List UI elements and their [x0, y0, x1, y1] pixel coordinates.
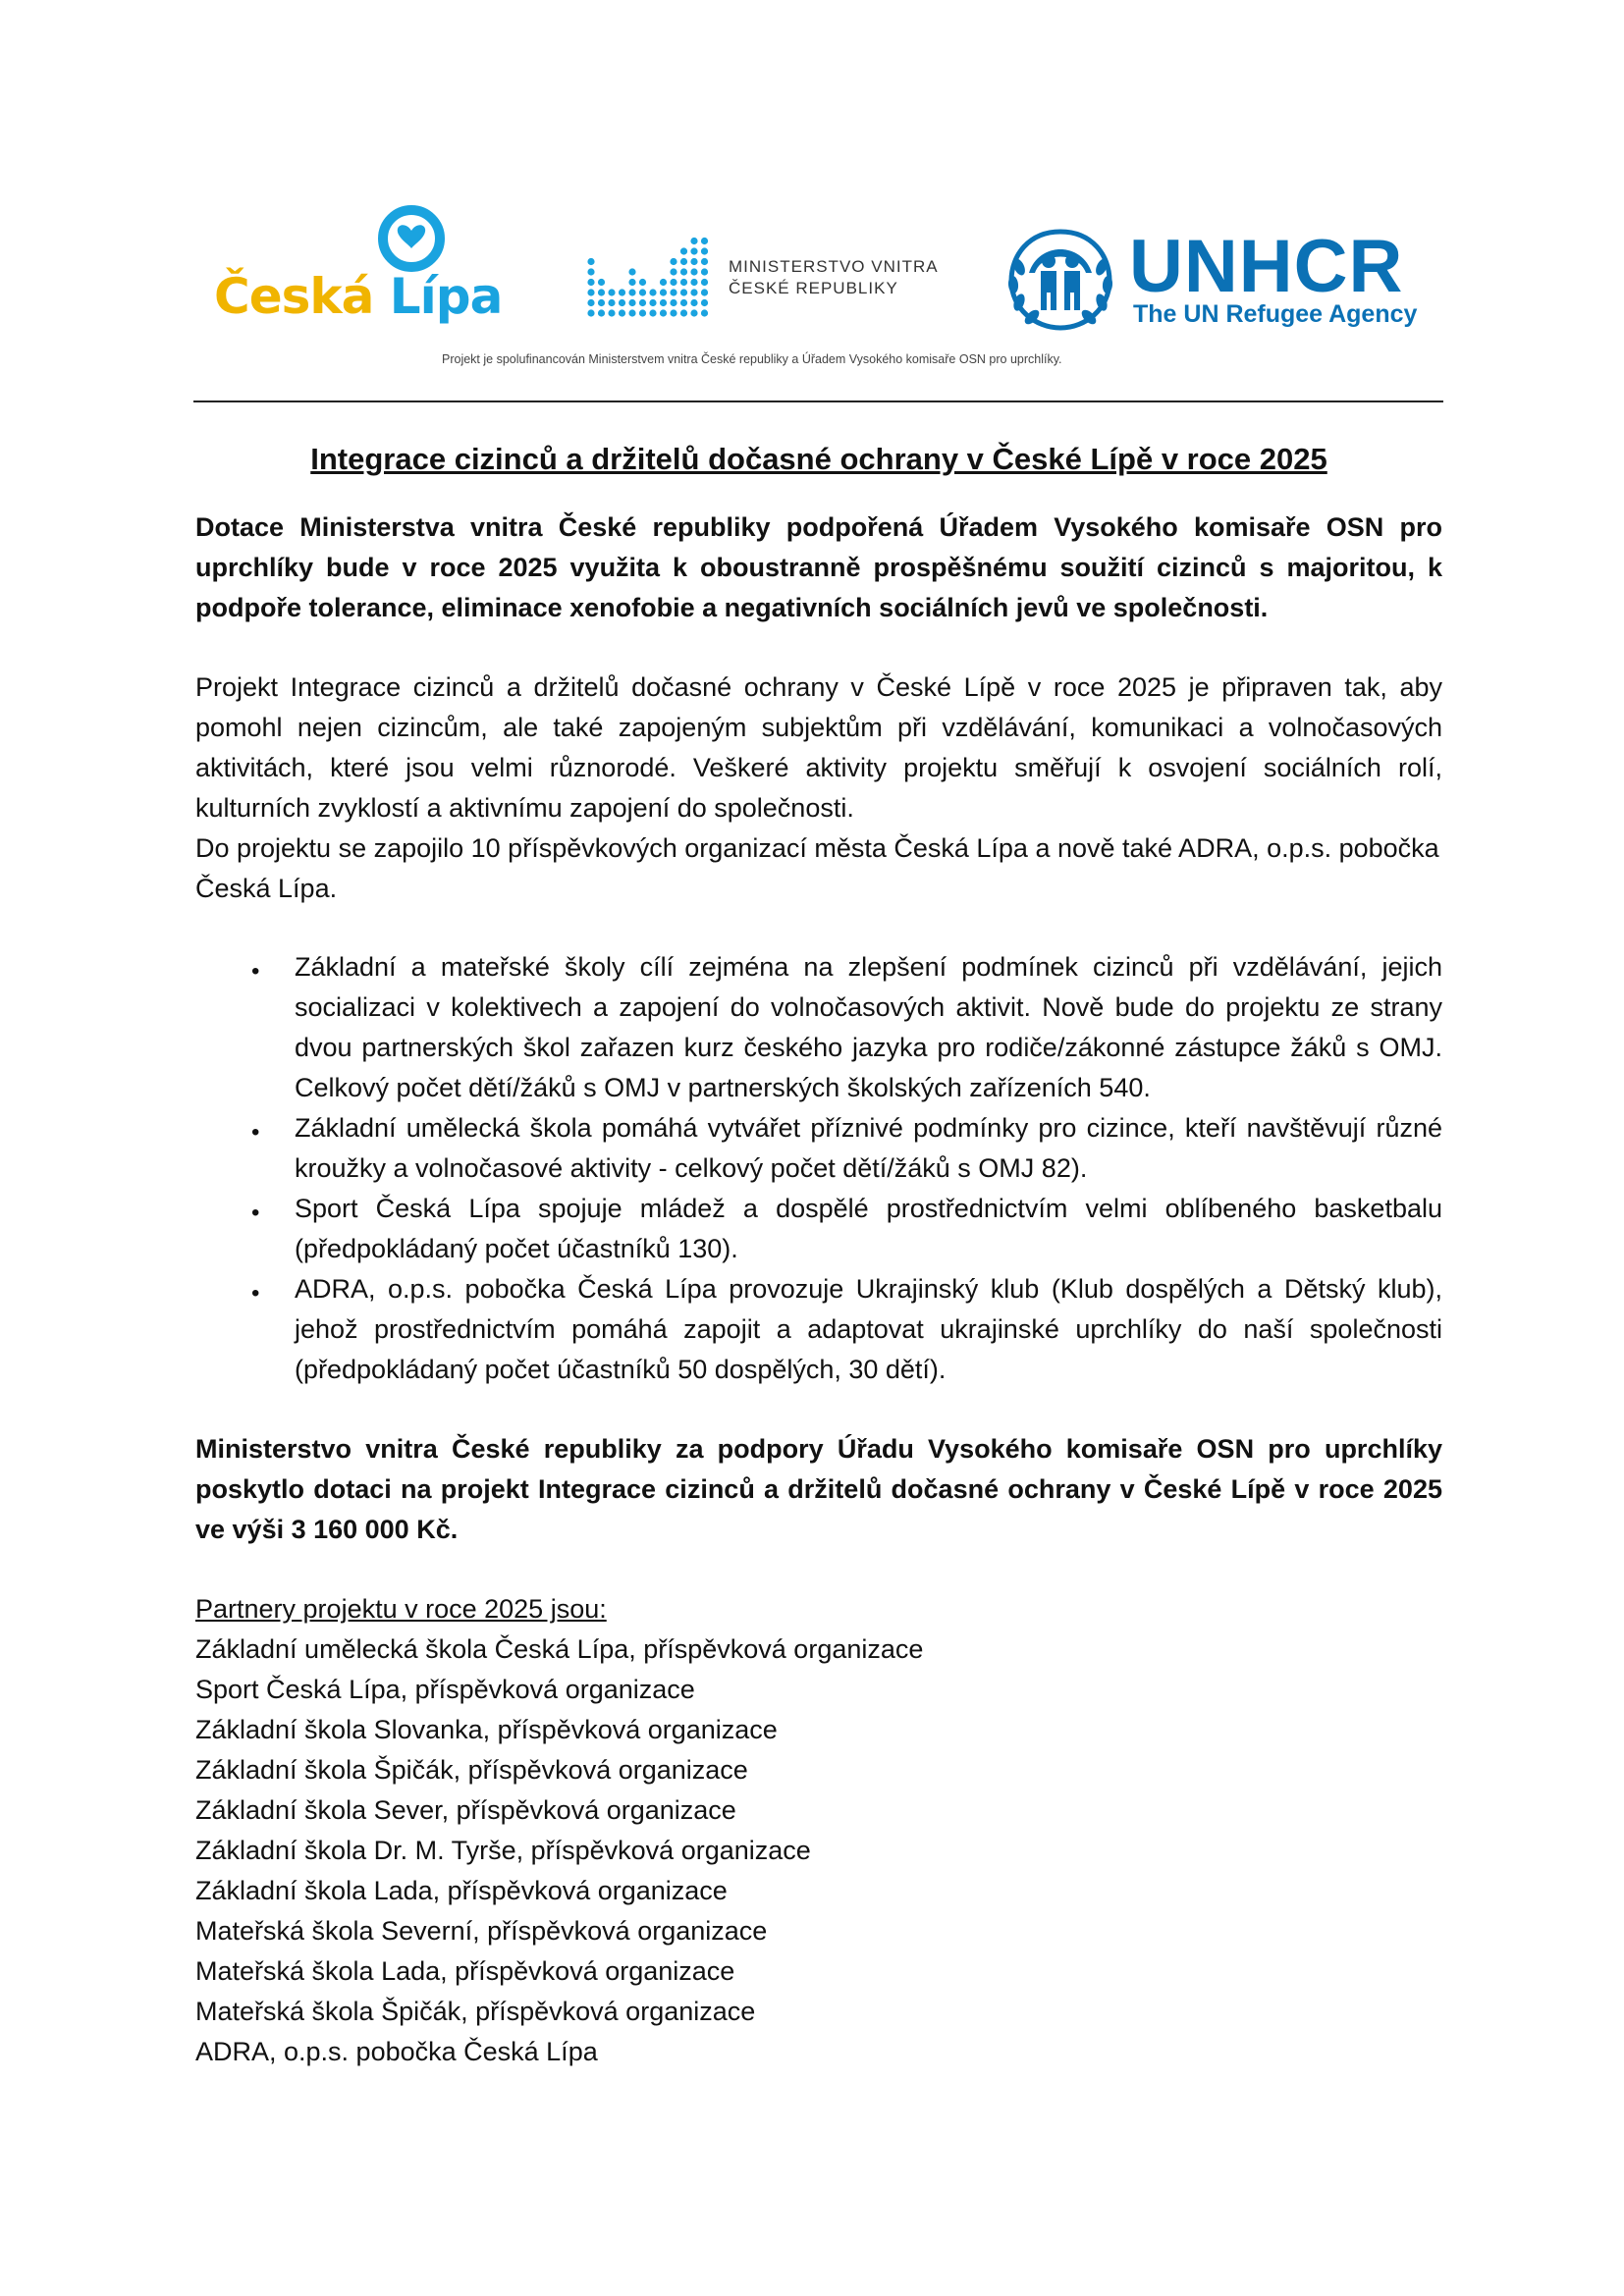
- list-item: [195, 1269, 1442, 1390]
- list-item-text: ADRA, o.p.s. pobočka Česká Lípa provozuje Ukrajinský klub (Klub dospělých a Dětský klub), jehož prostřednictvím pomáhá zapojit a adaptovat ukrajinské uprchlíky do naší společnosti (předpokládaný počet účastníků 50 dospělých, 30 dětí).: [295, 1274, 1442, 1384]
- page-header: [0, 0, 1624, 412]
- unhcr-emblem-icon: [1000, 224, 1122, 337]
- intro-paragraph: Projekt Integrace cizinců a držitelů dočasné ochrany v České Lípě v roce 2025 je připraven tak, aby pomohl nejen cizincům, ale také zapojeným subjektům při vzdělávání, komunikaci a volnočasových aktivitách, které jsou velmi různorodé. Veškeré aktivity projektu směřují k osvojení sociálních rolí, kulturních zvyklostí a aktivnímu zapojení do společnosti.: [195, 672, 1442, 823]
- dot-matrix-emblem-icon: [585, 223, 713, 321]
- list-item-text: Sport Česká Lípa spojuje mládež a dospělé prostřednictvím velmi oblíbeného basketbalu (předpokládaný počet účastníků 130).: [295, 1194, 1442, 1263]
- bullet-icon: •: [251, 1119, 260, 1146]
- unhcr-name: UNHCR: [1129, 225, 1404, 308]
- ceska-lipa-logo: [214, 201, 503, 329]
- partner-item: ADRA, o.p.s. pobočka Česká Lípa: [195, 2037, 598, 2066]
- partner-item: Základní škola Slovanka, příspěvková organizace: [195, 1715, 778, 1744]
- partner-item: Základní škola Lada, příspěvková organizace: [195, 1876, 728, 1905]
- unhcr-logo: [1000, 224, 1432, 337]
- document-title: Integrace cizinců a držitelů dočasné ochrany v České Lípě v roce 2025: [310, 442, 1327, 476]
- intro-paragraph-2: Do projektu se zapojilo 10 příspěvkových organizací města Česká Lípa a nově také ADRA, o.p.s. pobočka Česká Lípa.: [195, 833, 1439, 903]
- list-item-text: Základní a mateřské školy cílí zejména na zlepšení podmínek cizinců při vzdělávání, jejich socializaci v kolektivech a zapojení do volnočasových aktivit. Nově bude do projektu ze strany dvou partnerských škol zařazen kurz českého jazyka pro rodiče/zákonné zástupce žáků s OMJ. Celkový počet dětí/žáků s OMJ v partnerských školských zařízeních 540.: [295, 952, 1442, 1102]
- partner-item: Základní škola Sever, příspěvková organizace: [195, 1795, 736, 1825]
- partner-item: Základní škola Špičák, příspěvková organizace: [195, 1755, 748, 1785]
- heart-icon: [376, 201, 447, 272]
- partner-item: Mateřská škola Špičák, příspěvková organizace: [195, 1997, 756, 2026]
- partner-item: Mateřská škola Lada, příspěvková organizace: [195, 1956, 735, 1986]
- ministerstvo-text: [729, 256, 939, 299]
- unhcr-tagline: The UN Refugee Agency: [1133, 300, 1418, 328]
- lead-paragraph: Dotace Ministerstva vnitra České republiky podpořená Úřadem Vysokého komisaře OSN pro uprchlíky bude v roce 2025 využita k oboustranně prospěšnému soužití cizinců s majoritou, k podpoře tolerance, eliminace xenofobie a negativních sociálních jevů ve společnosti.: [195, 512, 1442, 622]
- ministerstvo-vnitra-logo: [538, 203, 970, 331]
- partners-heading: Partnery projektu v roce 2025 jsou:: [195, 1594, 607, 1624]
- header-divider: [193, 400, 1443, 402]
- partner-item: Sport Česká Lípa, příspěvková organizace: [195, 1675, 695, 1704]
- bullet-icon: •: [251, 958, 260, 985]
- partner-item: Základní škola Dr. M. Tyrše, příspěvková organizace: [195, 1836, 811, 1865]
- list-item: [195, 1189, 1442, 1269]
- logo-word-ceska: Česká: [214, 268, 374, 325]
- list-item: [195, 1108, 1442, 1189]
- logo-word-lipa: Lípa: [389, 268, 503, 325]
- ministerstvo-line2: ČESKÉ REPUBLIKY: [729, 279, 898, 297]
- funding-paragraph: Ministerstvo vnitra České republiky za podpory Úřadu Vysokého komisaře OSN pro uprchlíky poskytlo dotaci na projekt Integrace cizinců a držitelů dočasné ochrany v České Lípě v roce 2025 ve výši 3 160 000 Kč.: [195, 1434, 1442, 1544]
- ministerstvo-line1: MINISTERSTVO VNITRA: [729, 257, 939, 276]
- activities-list: [195, 947, 1442, 1390]
- partners-list: [195, 1629, 1442, 2072]
- partner-item: Mateřská škola Severní, příspěvková organizace: [195, 1916, 768, 1946]
- bullet-icon: •: [251, 1280, 260, 1307]
- partner-item: Základní umělecká škola Česká Lípa, příspěvková organizace: [195, 1634, 924, 1664]
- cofinancing-note: Projekt je spolufinancován Ministerstvem vnitra České republiky a Úřadem Vysokého komisaře OSN pro uprchlíky.: [442, 352, 1062, 366]
- list-item-text: Základní umělecká škola pomáhá vytvářet příznivé podmínky pro cizince, kteří navštěvují různé kroužky a volnočasové aktivity - celkový počet dětí/žáků s OMJ 82).: [295, 1113, 1442, 1183]
- document-body: [195, 437, 1442, 2072]
- list-item: [195, 947, 1442, 1108]
- ceska-lipa-wordmark: [214, 268, 502, 325]
- bullet-icon: •: [251, 1200, 260, 1226]
